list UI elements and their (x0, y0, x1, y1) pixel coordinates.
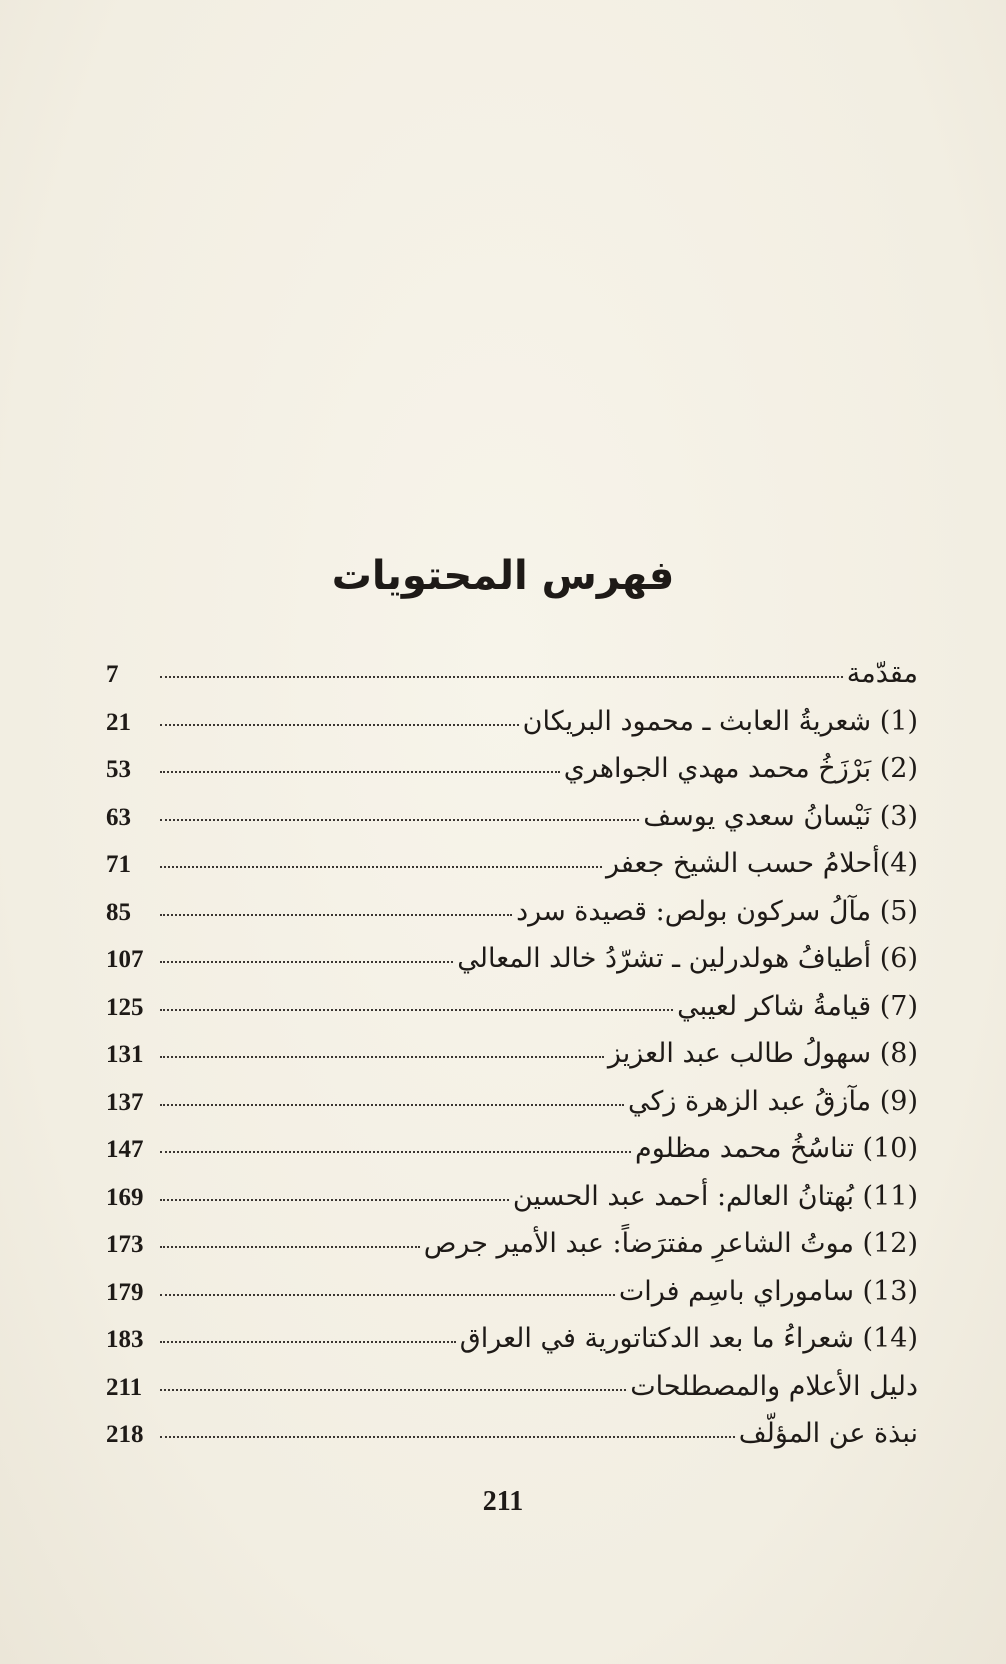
dot-leader (160, 1104, 624, 1106)
toc-entry-title: (2) بَرْزَخُ محمد مهدي الجواهري (563, 753, 918, 784)
toc-entry (106, 1030, 918, 1078)
dot-leader (160, 1341, 456, 1343)
page-title: فهرس المحتويات (331, 553, 675, 599)
dot-leader (160, 819, 639, 821)
dot-leader (160, 1436, 735, 1438)
toc-entry-page: 107 (106, 946, 144, 973)
toc-entry-title: (4)أحلامُ حسب الشيخ جعفر (606, 848, 918, 879)
toc-entry-page: 53 (106, 756, 131, 783)
toc-entry-title: (1) شعريةُ العابث ـ محمود البريكان (522, 705, 918, 737)
toc-entry (106, 1125, 918, 1173)
toc-entry (106, 1315, 918, 1363)
toc-entry-page: 21 (106, 708, 131, 736)
toc-entry-title: مقدّمة (846, 658, 918, 689)
toc-entry-page: 63 (106, 803, 131, 831)
toc-entry-title: (5) مآلُ سركون بولص: قصيدة سرد (516, 895, 918, 927)
toc-entry (106, 983, 918, 1031)
toc-entry-page: 173 (106, 1231, 144, 1258)
toc-entry-title: (11) بُهتانُ العالم: أحمد عبد الحسين (512, 1180, 918, 1212)
toc-entry-page: 131 (106, 1041, 144, 1068)
toc-entry-page: 179 (106, 1278, 144, 1306)
toc-entry-page: 71 (106, 851, 131, 878)
table-of-contents (106, 650, 918, 1458)
toc-entry-page: 7 (106, 661, 119, 688)
toc-entry-title: (8) سهولُ طالب عبد العزيز (607, 1038, 918, 1069)
page-number: 211 (482, 1486, 524, 1517)
toc-entry-title: (13) ساموراي باسِم فرات (618, 1275, 918, 1307)
toc-entry-page: 137 (106, 1088, 144, 1116)
dot-leader (160, 724, 519, 726)
toc-entry-title: (14) شعراءُ ما بعد الدكتاتورية في العراق (459, 1323, 918, 1354)
toc-entry (106, 1078, 918, 1126)
dot-leader (160, 1199, 509, 1201)
toc-entry-page: 85 (106, 898, 131, 926)
dot-leader (160, 771, 560, 773)
toc-entry-page: 218 (106, 1421, 144, 1448)
toc-entry-title: (6) أطيافُ هولدرلين ـ تشرّدُ خالد المعالي (457, 943, 918, 974)
toc-entry-title: دليل الأعلام والمصطلحات (630, 1370, 918, 1402)
toc-entry-title: (9) مآزقُ عبد الزهرة زكي (627, 1085, 918, 1117)
toc-entry (106, 1268, 918, 1316)
toc-entry-title: (3) نَيْسانُ سعدي يوسف (643, 800, 918, 832)
toc-entry (106, 1173, 918, 1221)
toc-entry-title: نبذة عن المؤلّف (738, 1418, 918, 1449)
toc-entry-page: 125 (106, 993, 144, 1021)
dot-leader (160, 1151, 631, 1153)
dot-leader (160, 1389, 626, 1391)
dot-leader (160, 1294, 615, 1296)
dot-leader (160, 1056, 604, 1058)
dot-leader (160, 1246, 420, 1248)
toc-entry (106, 698, 918, 746)
toc-entry (106, 1220, 918, 1268)
toc-entry (106, 650, 918, 698)
dot-leader (160, 961, 453, 963)
toc-entry (106, 793, 918, 841)
toc-entry (106, 935, 918, 983)
dot-leader (160, 866, 602, 868)
toc-entry (106, 745, 918, 793)
toc-entry-title: (10) تناسُخُ محمد مظلوم (634, 1133, 918, 1164)
toc-entry (106, 1410, 918, 1458)
toc-entry (106, 840, 918, 888)
dot-leader (160, 1009, 673, 1011)
toc-entry (106, 888, 918, 936)
dot-leader (160, 914, 512, 916)
toc-entry-page: 183 (106, 1326, 144, 1353)
toc-entry-page: 169 (106, 1183, 144, 1211)
toc-entry-title: (12) موتُ الشاعرِ مفترَضاً: عبد الأمير جرص (423, 1228, 918, 1259)
dot-leader (160, 676, 843, 678)
toc-entry-title: (7) قيامةُ شاكر لعيبي (677, 990, 918, 1022)
toc-entry-page: 211 (106, 1373, 143, 1401)
toc-entry-page: 147 (106, 1136, 144, 1163)
toc-entry (106, 1363, 918, 1411)
